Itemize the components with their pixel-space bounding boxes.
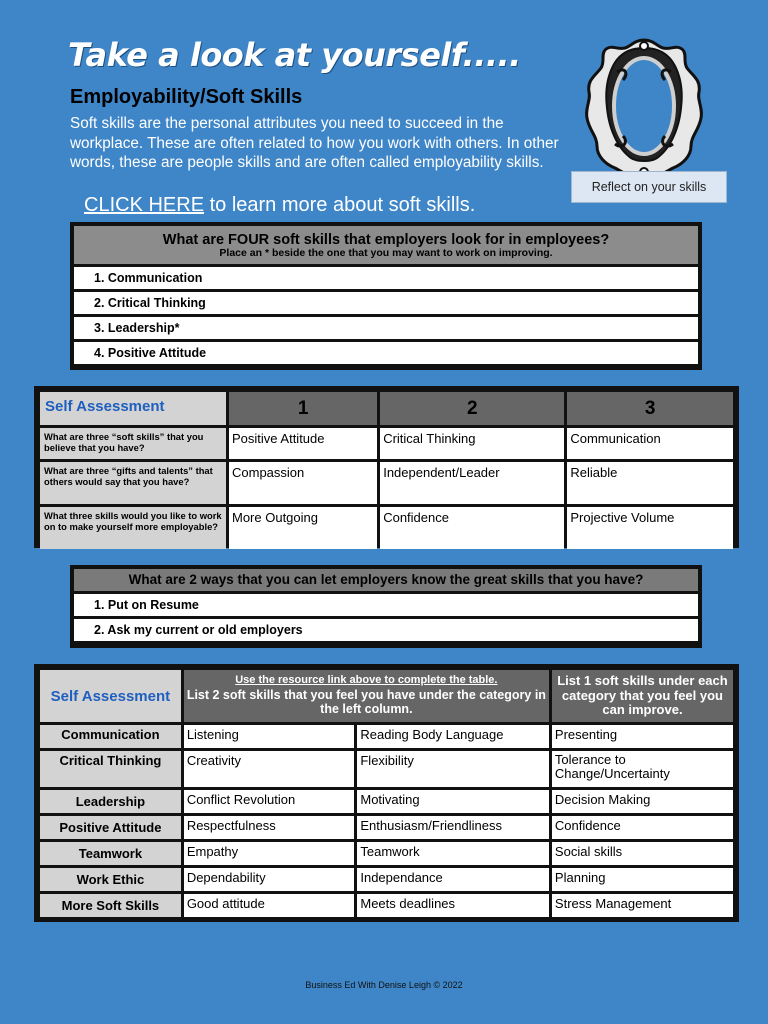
answer-cell[interactable]: Confidence [380,507,564,549]
page-subtitle: Employability/Soft Skills [70,86,303,108]
category-label: Leadership [40,790,181,813]
mirror-caption: Reflect on your skills [571,171,727,203]
answer-cell[interactable]: More Outgoing [229,507,377,549]
improve-cell[interactable]: Planning [552,868,733,891]
skill-cell[interactable]: Good attitude [184,894,355,917]
answer-cell[interactable]: Communication [567,428,733,459]
category-label: Work Ethic [40,868,181,891]
two-ways-question: What are 2 ways that you can let employers know the great skills that you have? [74,569,698,591]
four-skills-header [74,226,698,264]
column-header: 2 [380,392,564,425]
answer-cell[interactable]: Independent/Leader [380,462,564,504]
improve-cell[interactable]: Presenting [552,725,733,748]
assessment-question: What are three “soft skills” that you believe that you have? [40,428,226,459]
assessment-question: What are three “gifts and talents” that others would say that you have? [40,462,226,504]
way-answer-field[interactable]: 2. Ask my current or old employers [74,619,698,641]
answer-cell[interactable]: Compassion [229,462,377,504]
improve-cell[interactable]: Decision Making [552,790,733,813]
click-here-link[interactable]: CLICK HERE [84,194,205,216]
four-skills-instruction: Place an * beside the one that you may want to work on improving. [219,247,553,259]
category-label: Positive Attitude [40,816,181,839]
skill-cell[interactable]: Teamwork [357,842,549,865]
skill-answer-field[interactable]: 1. Communication [74,267,698,289]
page-title: Take a look at yourself..... [68,36,521,74]
self-assessment-table [34,386,739,548]
skill-cell[interactable]: Enthusiasm/Friendliness [357,816,549,839]
category-label: More Soft Skills [40,894,181,917]
mirror-icon [577,36,711,184]
answer-cell[interactable]: Projective Volume [567,507,733,549]
category-label: Teamwork [40,842,181,865]
four-skills-box [70,222,702,370]
improve-header: List 1 soft skills under each category that you feel you can improve. [552,670,733,722]
way-answer-field[interactable]: 1. Put on Resume [74,594,698,616]
footer-copyright: Business Ed With Denise Leigh © 2022 [305,980,463,990]
column-header: 1 [229,392,377,425]
learn-more-text: to learn more about soft skills. [204,194,476,216]
skill-answer-field[interactable]: 3. Leadership* [74,317,698,339]
skill-cell[interactable]: Respectfulness [184,816,355,839]
skill-cell[interactable]: Empathy [184,842,355,865]
skill-cell[interactable]: Creativity [184,751,355,787]
improve-cell[interactable]: Confidence [552,816,733,839]
answer-cell[interactable]: Reliable [567,462,733,504]
resource-link-note: Use the resource link above to complete the table. [235,674,498,686]
answer-cell[interactable]: Critical Thinking [380,428,564,459]
category-label: Communication [40,725,181,748]
self-assessment-label: Self Assessment [40,392,226,425]
skills-table-label: Self Assessment [40,670,181,722]
learn-more-line [84,194,475,217]
improve-cell[interactable]: Tolerance to Change/Uncertainty [552,751,733,787]
skill-cell[interactable]: Motivating [357,790,549,813]
improve-cell[interactable]: Stress Management [552,894,733,917]
skill-answer-field[interactable]: 2. Critical Thinking [74,292,698,314]
improve-cell[interactable]: Social skills [552,842,733,865]
two-ways-box [70,565,702,648]
skill-cell[interactable]: Reading Body Language [357,725,549,748]
column-header: 3 [567,392,733,425]
skills-mid-header-text: List 2 soft skills that you feel you have under the category in the left column. [186,687,546,716]
skill-cell[interactable]: Conflict Revolution [184,790,355,813]
category-label: Critical Thinking [40,751,181,787]
skill-cell[interactable]: Meets deadlines [357,894,549,917]
assessment-question: What three skills would you like to work on to make yourself more employable? [40,507,226,549]
skill-cell[interactable]: Listening [184,725,355,748]
skill-answer-field[interactable]: 4. Positive Attitude [74,342,698,364]
skills-mid-header [184,670,549,722]
skills-table [34,664,739,922]
intro-paragraph: Soft skills are the personal attributes you need to succeed in the workplace. These are often related to how you work with others. In other words, these are people skills and are often called employability skills. [70,115,559,172]
answer-cell[interactable]: Positive Attitude [229,428,377,459]
four-skills-question: What are FOUR soft skills that employers look for in employees? [162,232,610,248]
skill-cell[interactable]: Independance [357,868,549,891]
skill-cell[interactable]: Flexibility [357,751,549,787]
skill-cell[interactable]: Dependability [184,868,355,891]
